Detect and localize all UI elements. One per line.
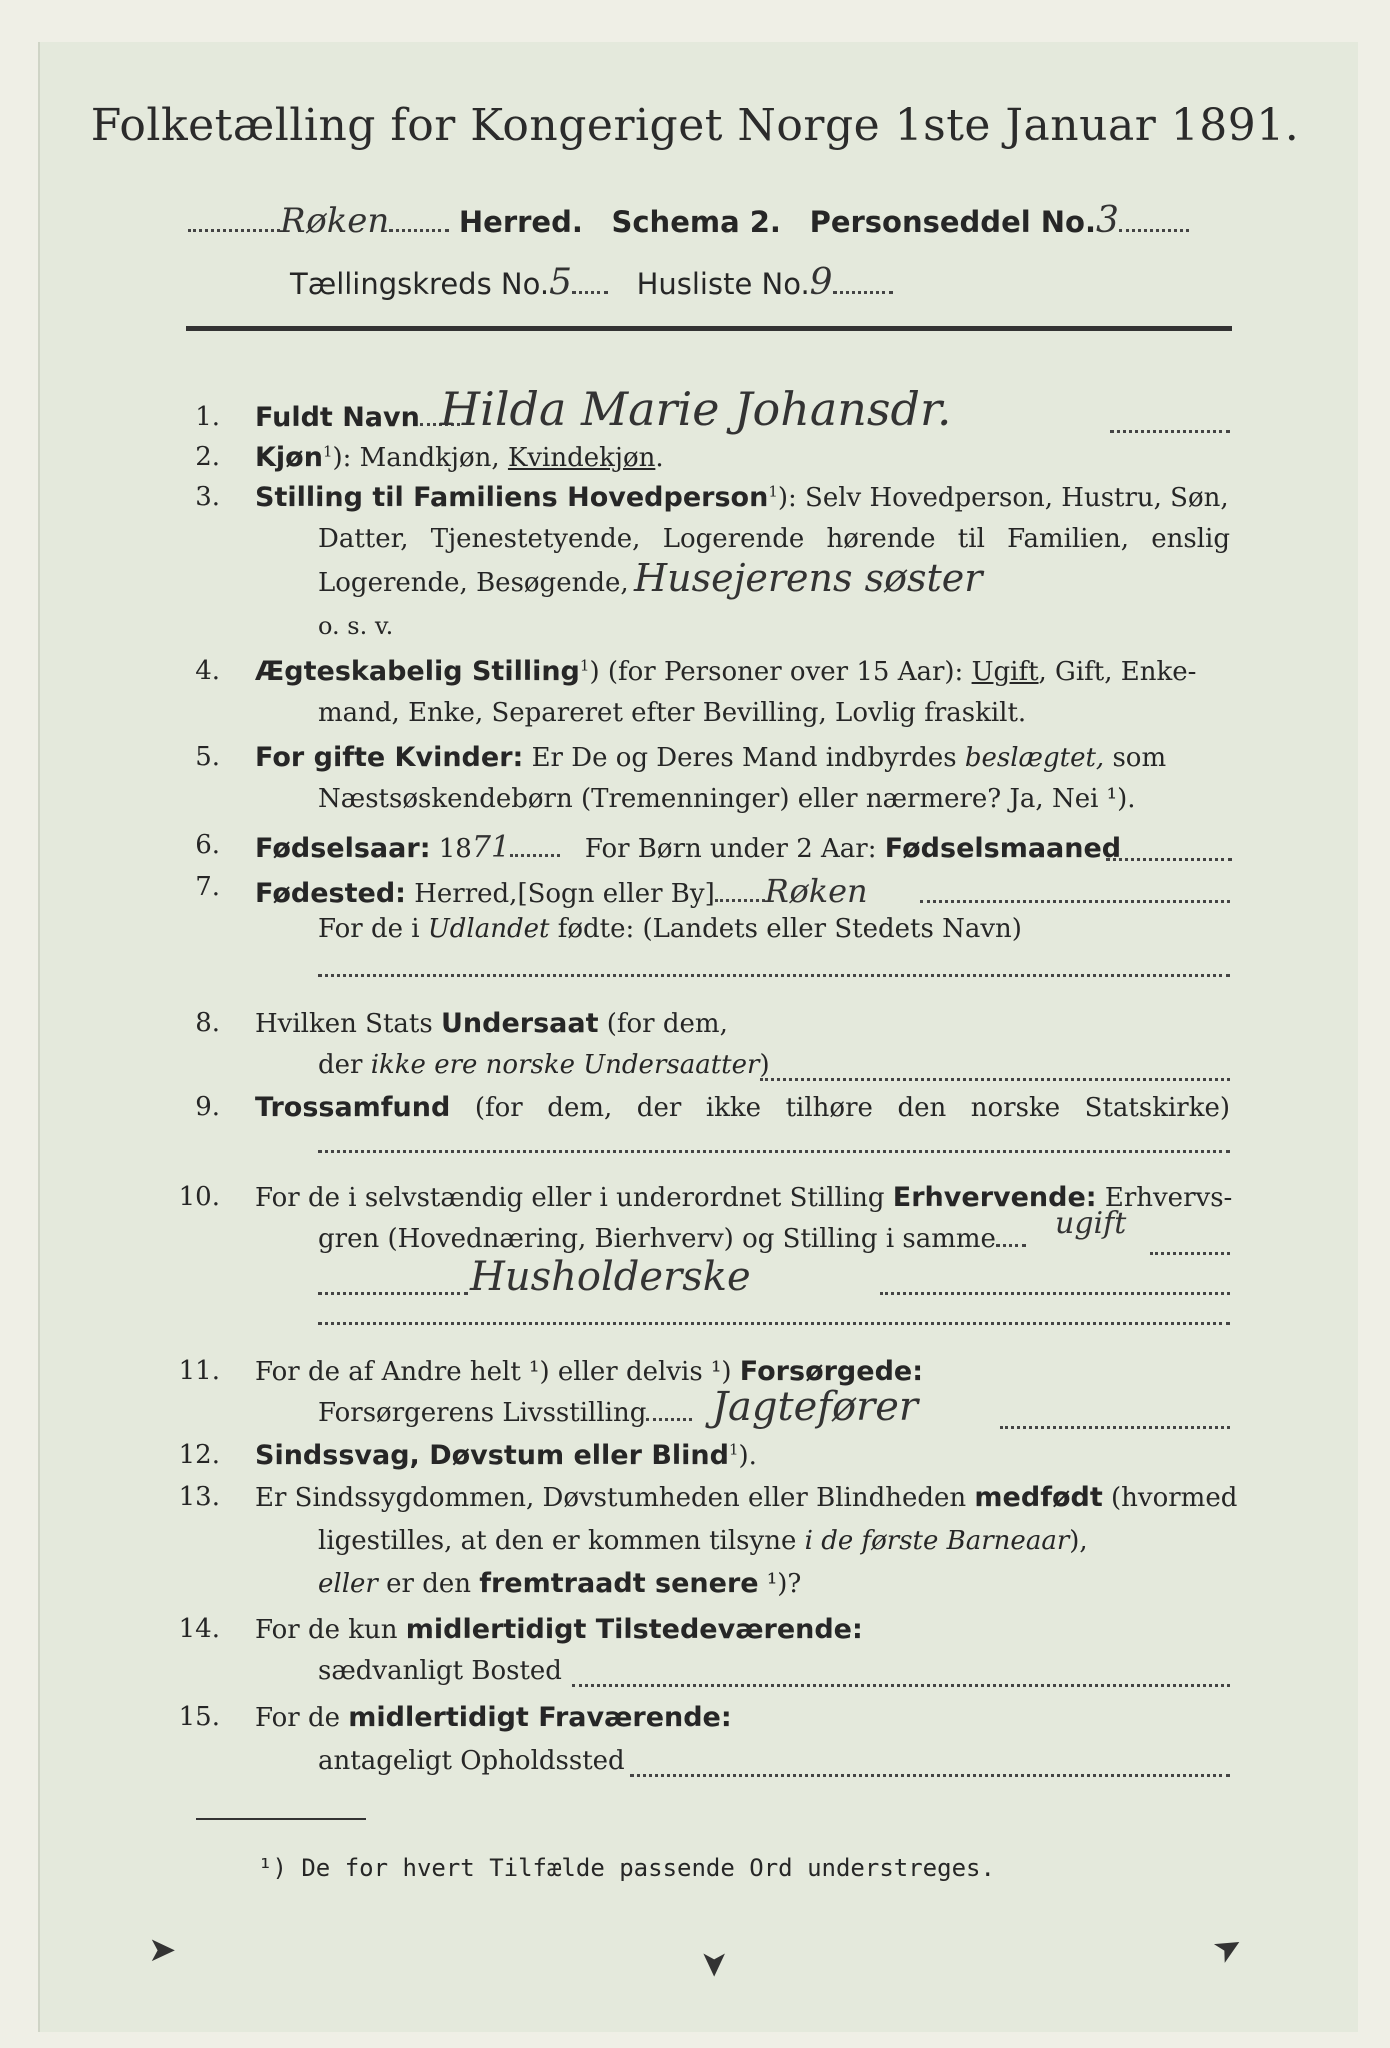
q8-text2b: ) bbox=[759, 1050, 770, 1080]
q13-text1b: (hvormed bbox=[1111, 1483, 1238, 1513]
q13-line1 bbox=[255, 1482, 1237, 1513]
q2-end: . bbox=[655, 443, 664, 473]
q6-dotline bbox=[1106, 858, 1232, 861]
q13-text3b: er den bbox=[386, 1569, 471, 1599]
q8-label: Undersaat bbox=[440, 1008, 599, 1039]
q6-mid: For Børn under 2 Aar: bbox=[584, 834, 877, 864]
q10-dotline2a bbox=[318, 1292, 468, 1295]
q9-label: Trossamfund bbox=[255, 1092, 451, 1123]
q7-line1: Fødested: Herred,[Sogn eller By] Røken bbox=[255, 872, 868, 910]
q3-line3 bbox=[318, 568, 629, 598]
q8-number: 8. bbox=[195, 1008, 220, 1038]
q14-line1 bbox=[255, 1614, 863, 1645]
q3-label: Stilling til Familiens Hovedperson bbox=[255, 482, 769, 513]
q6-prefix: 18 bbox=[438, 834, 472, 864]
q11-line1 bbox=[255, 1356, 923, 1387]
personseddel-label: Personseddel No. bbox=[809, 205, 1096, 239]
q7-bracketed: Sogn eller By bbox=[527, 879, 705, 909]
q7-number: 7. bbox=[195, 872, 220, 902]
q7-line2 bbox=[318, 914, 1022, 944]
q10-dotline1 bbox=[1150, 1252, 1230, 1255]
q5-line2: Næstsøskendebørn (Tremenninger) eller nærmere? Ja, Nei ¹). bbox=[318, 784, 1136, 814]
q15-line2: antageligt Opholdssted bbox=[318, 1746, 625, 1776]
q14-text1a: For de kun bbox=[255, 1615, 398, 1645]
footnote-rule bbox=[196, 1818, 366, 1820]
q3-line4: o. s. v. bbox=[318, 612, 394, 640]
q12-label: Sindssvag, Døvstum eller Blind bbox=[255, 1440, 729, 1471]
header-line-kreds bbox=[290, 262, 893, 303]
husliste-label: Husliste No. bbox=[636, 267, 810, 301]
q4-line1 bbox=[255, 656, 1196, 687]
schema-label: Schema 2. bbox=[611, 205, 781, 239]
q1-value: Hilda Marie Johansdr. bbox=[440, 382, 952, 436]
q13-bold: medfødt bbox=[974, 1482, 1103, 1513]
q9-line1 bbox=[255, 1092, 1230, 1123]
q7-dotline bbox=[920, 900, 1230, 903]
q9-number: 9. bbox=[195, 1092, 220, 1122]
q13-text2a: ligestilles, at den er kommen tilsyne bbox=[318, 1526, 797, 1556]
q9-text: (for dem, der ikke tilhøre den norske Statskirke) bbox=[474, 1093, 1230, 1123]
q3-number: 3. bbox=[195, 482, 220, 512]
q1-row bbox=[255, 402, 460, 433]
q13-text3a: eller bbox=[318, 1569, 378, 1599]
q7-value: Røken bbox=[764, 872, 868, 910]
q12-row bbox=[255, 1440, 757, 1471]
q8-text1a: Hvilken Stats bbox=[255, 1009, 433, 1039]
q11-text1a: For de af Andre helt ¹) eller delvis ¹) bbox=[255, 1357, 732, 1387]
corner-mark-right: ➤ bbox=[1205, 1923, 1251, 1973]
q7-text2a: For de i bbox=[318, 914, 420, 944]
q3-text1: ): Selv Hovedperson, Hustru, Søn, bbox=[777, 483, 1229, 513]
q11-line2 bbox=[318, 1398, 692, 1428]
q5-italic: beslægtet, bbox=[964, 743, 1105, 773]
q10-dotline2b bbox=[880, 1292, 1230, 1295]
q8-line2 bbox=[318, 1050, 770, 1080]
q5-number: 5. bbox=[195, 742, 220, 772]
personseddel-value: 3 bbox=[1095, 200, 1119, 241]
header-line-herred bbox=[188, 200, 1189, 241]
q11-label: Forsørgede: bbox=[739, 1356, 924, 1387]
q2-label: Kjøn bbox=[255, 442, 323, 473]
q15-label: midlertidigt Fraværende: bbox=[348, 1702, 732, 1733]
q13-text1a: Er Sindssygdommen, Døvstumheden eller Blindheden bbox=[255, 1483, 967, 1513]
q3-line1 bbox=[255, 482, 1229, 513]
header-divider bbox=[186, 326, 1232, 331]
q8-line1 bbox=[255, 1008, 728, 1039]
footnote: ¹) De for hvert Tilfælde passende Ord understreges. bbox=[258, 1854, 995, 1882]
q10-value-short: ugift bbox=[1055, 1206, 1127, 1241]
q14-label: midlertidigt Tilstedeværende: bbox=[405, 1614, 863, 1645]
q10-line2 bbox=[318, 1224, 1026, 1254]
q4-text1b: , Gift, Enke- bbox=[1038, 657, 1197, 687]
q13-bold2: fremtraadt senere bbox=[479, 1568, 759, 1599]
q13-line2 bbox=[318, 1526, 1088, 1556]
q2-number: 2. bbox=[195, 442, 220, 472]
q5-label: For gifte Kvinder: bbox=[255, 742, 524, 773]
q12-end: ). bbox=[738, 1441, 757, 1471]
q1-number: 1. bbox=[195, 402, 220, 432]
q6-value: 71 bbox=[471, 830, 511, 865]
corner-mark-bottom: ➤ bbox=[694, 1949, 735, 1979]
q8-dotline bbox=[760, 1078, 1230, 1081]
husliste-value: 9 bbox=[809, 262, 833, 303]
q13-text2b: ), bbox=[1069, 1526, 1088, 1556]
q10-text1a: For de i selvstændig eller i underordnet Stilling bbox=[255, 1183, 885, 1213]
corner-mark-left: ➤ bbox=[148, 1930, 177, 1970]
q2-text: ): Mandkjøn, bbox=[332, 443, 500, 473]
q13-line3 bbox=[318, 1568, 801, 1599]
q12-number: 12. bbox=[178, 1440, 220, 1470]
q2-sup: 1 bbox=[322, 442, 333, 461]
q6-row bbox=[255, 830, 1121, 865]
q13-text3c: ¹)? bbox=[766, 1569, 802, 1599]
q4-label: Ægteskabelig Stilling bbox=[255, 656, 580, 687]
q4-sup: 1 bbox=[579, 656, 590, 675]
q15-text1a: For de bbox=[255, 1703, 340, 1733]
kreds-label: Tællingskreds No. bbox=[290, 267, 550, 301]
q4-line2: mand, Enke, Separeret efter Bevilling, Lovlig fraskilt. bbox=[318, 698, 1027, 728]
q10-number: 10. bbox=[178, 1182, 220, 1212]
q7-text: Herred, bbox=[414, 879, 518, 909]
form-title: Folketælling for Kongeriget Norge 1ste Januar 1891. bbox=[90, 100, 1300, 151]
q15-line1 bbox=[255, 1702, 732, 1733]
q7-italic: Udlandet bbox=[427, 914, 550, 944]
herred-label: Herred. bbox=[458, 205, 583, 239]
q10-blank-line bbox=[318, 1322, 1230, 1325]
q3-line2: Datter, Tjenestetyende, Logerende hørende til Familien, enslig bbox=[318, 524, 1230, 554]
q7-blank-line bbox=[318, 974, 1230, 977]
q4-number: 4. bbox=[195, 656, 220, 686]
q4-selected: Ugift bbox=[971, 657, 1039, 687]
q3-value: Husejerens søster bbox=[634, 556, 983, 600]
q11-number: 11. bbox=[178, 1356, 220, 1386]
q1-label: Fuldt Navn bbox=[255, 402, 420, 433]
kreds-value: 5 bbox=[549, 262, 572, 303]
q10-text2: gren (Hovednæring, Bierhverv) og Stilling i samme bbox=[318, 1224, 996, 1254]
q14-line2: sædvanligt Bosted bbox=[318, 1656, 562, 1686]
q2-selected: Kvindekjøn bbox=[507, 443, 656, 473]
q7-text2b: fødte: (Landets eller Stedets Navn) bbox=[557, 914, 1022, 944]
q11-text2: Forsørgerens Livsstilling bbox=[318, 1398, 647, 1428]
q6-number: 6. bbox=[195, 830, 220, 860]
q15-number: 15. bbox=[178, 1702, 220, 1732]
q12-sup: 1 bbox=[728, 1440, 739, 1459]
q2-row bbox=[255, 442, 664, 473]
q14-dotline bbox=[572, 1684, 1230, 1687]
q13-number: 13. bbox=[178, 1482, 220, 1512]
q1-dotline bbox=[1110, 430, 1230, 433]
q15-dotline bbox=[630, 1774, 1230, 1777]
q14-number: 14. bbox=[178, 1614, 220, 1644]
q8-text1b: (for dem, bbox=[606, 1009, 728, 1039]
q8-text2a: der bbox=[318, 1050, 363, 1080]
q11-value: Jagtefører bbox=[712, 1384, 919, 1430]
q7-label: Fødested: bbox=[255, 878, 406, 909]
q5-text1a: Er De og Deres Mand indbyrdes bbox=[531, 743, 957, 773]
q9-blank-line bbox=[318, 1150, 1230, 1153]
q3-text3: Logerende, Besøgende, bbox=[318, 568, 629, 598]
q3-sup: 1 bbox=[768, 482, 778, 501]
q4-text1a: ) (for Personer over 15 Aar): bbox=[589, 657, 964, 687]
herred-value: Røken bbox=[280, 201, 390, 241]
q6-label: Fødselsaar: bbox=[255, 833, 431, 864]
q10-value: Husholderske bbox=[470, 1254, 751, 1300]
q13-italic: i de første Barneaar bbox=[804, 1526, 1070, 1556]
q6-label2: Fødselsmaaned bbox=[884, 833, 1122, 864]
q5-line1 bbox=[255, 742, 1166, 773]
q11-dotline bbox=[1000, 1426, 1230, 1429]
q10-label: Erhvervende: bbox=[892, 1182, 1097, 1213]
q8-italic: ikke ere norske Undersaatter bbox=[370, 1050, 760, 1080]
q10-text1b: Erhvervs- bbox=[1104, 1183, 1233, 1213]
q5-text1b: som bbox=[1112, 743, 1167, 773]
